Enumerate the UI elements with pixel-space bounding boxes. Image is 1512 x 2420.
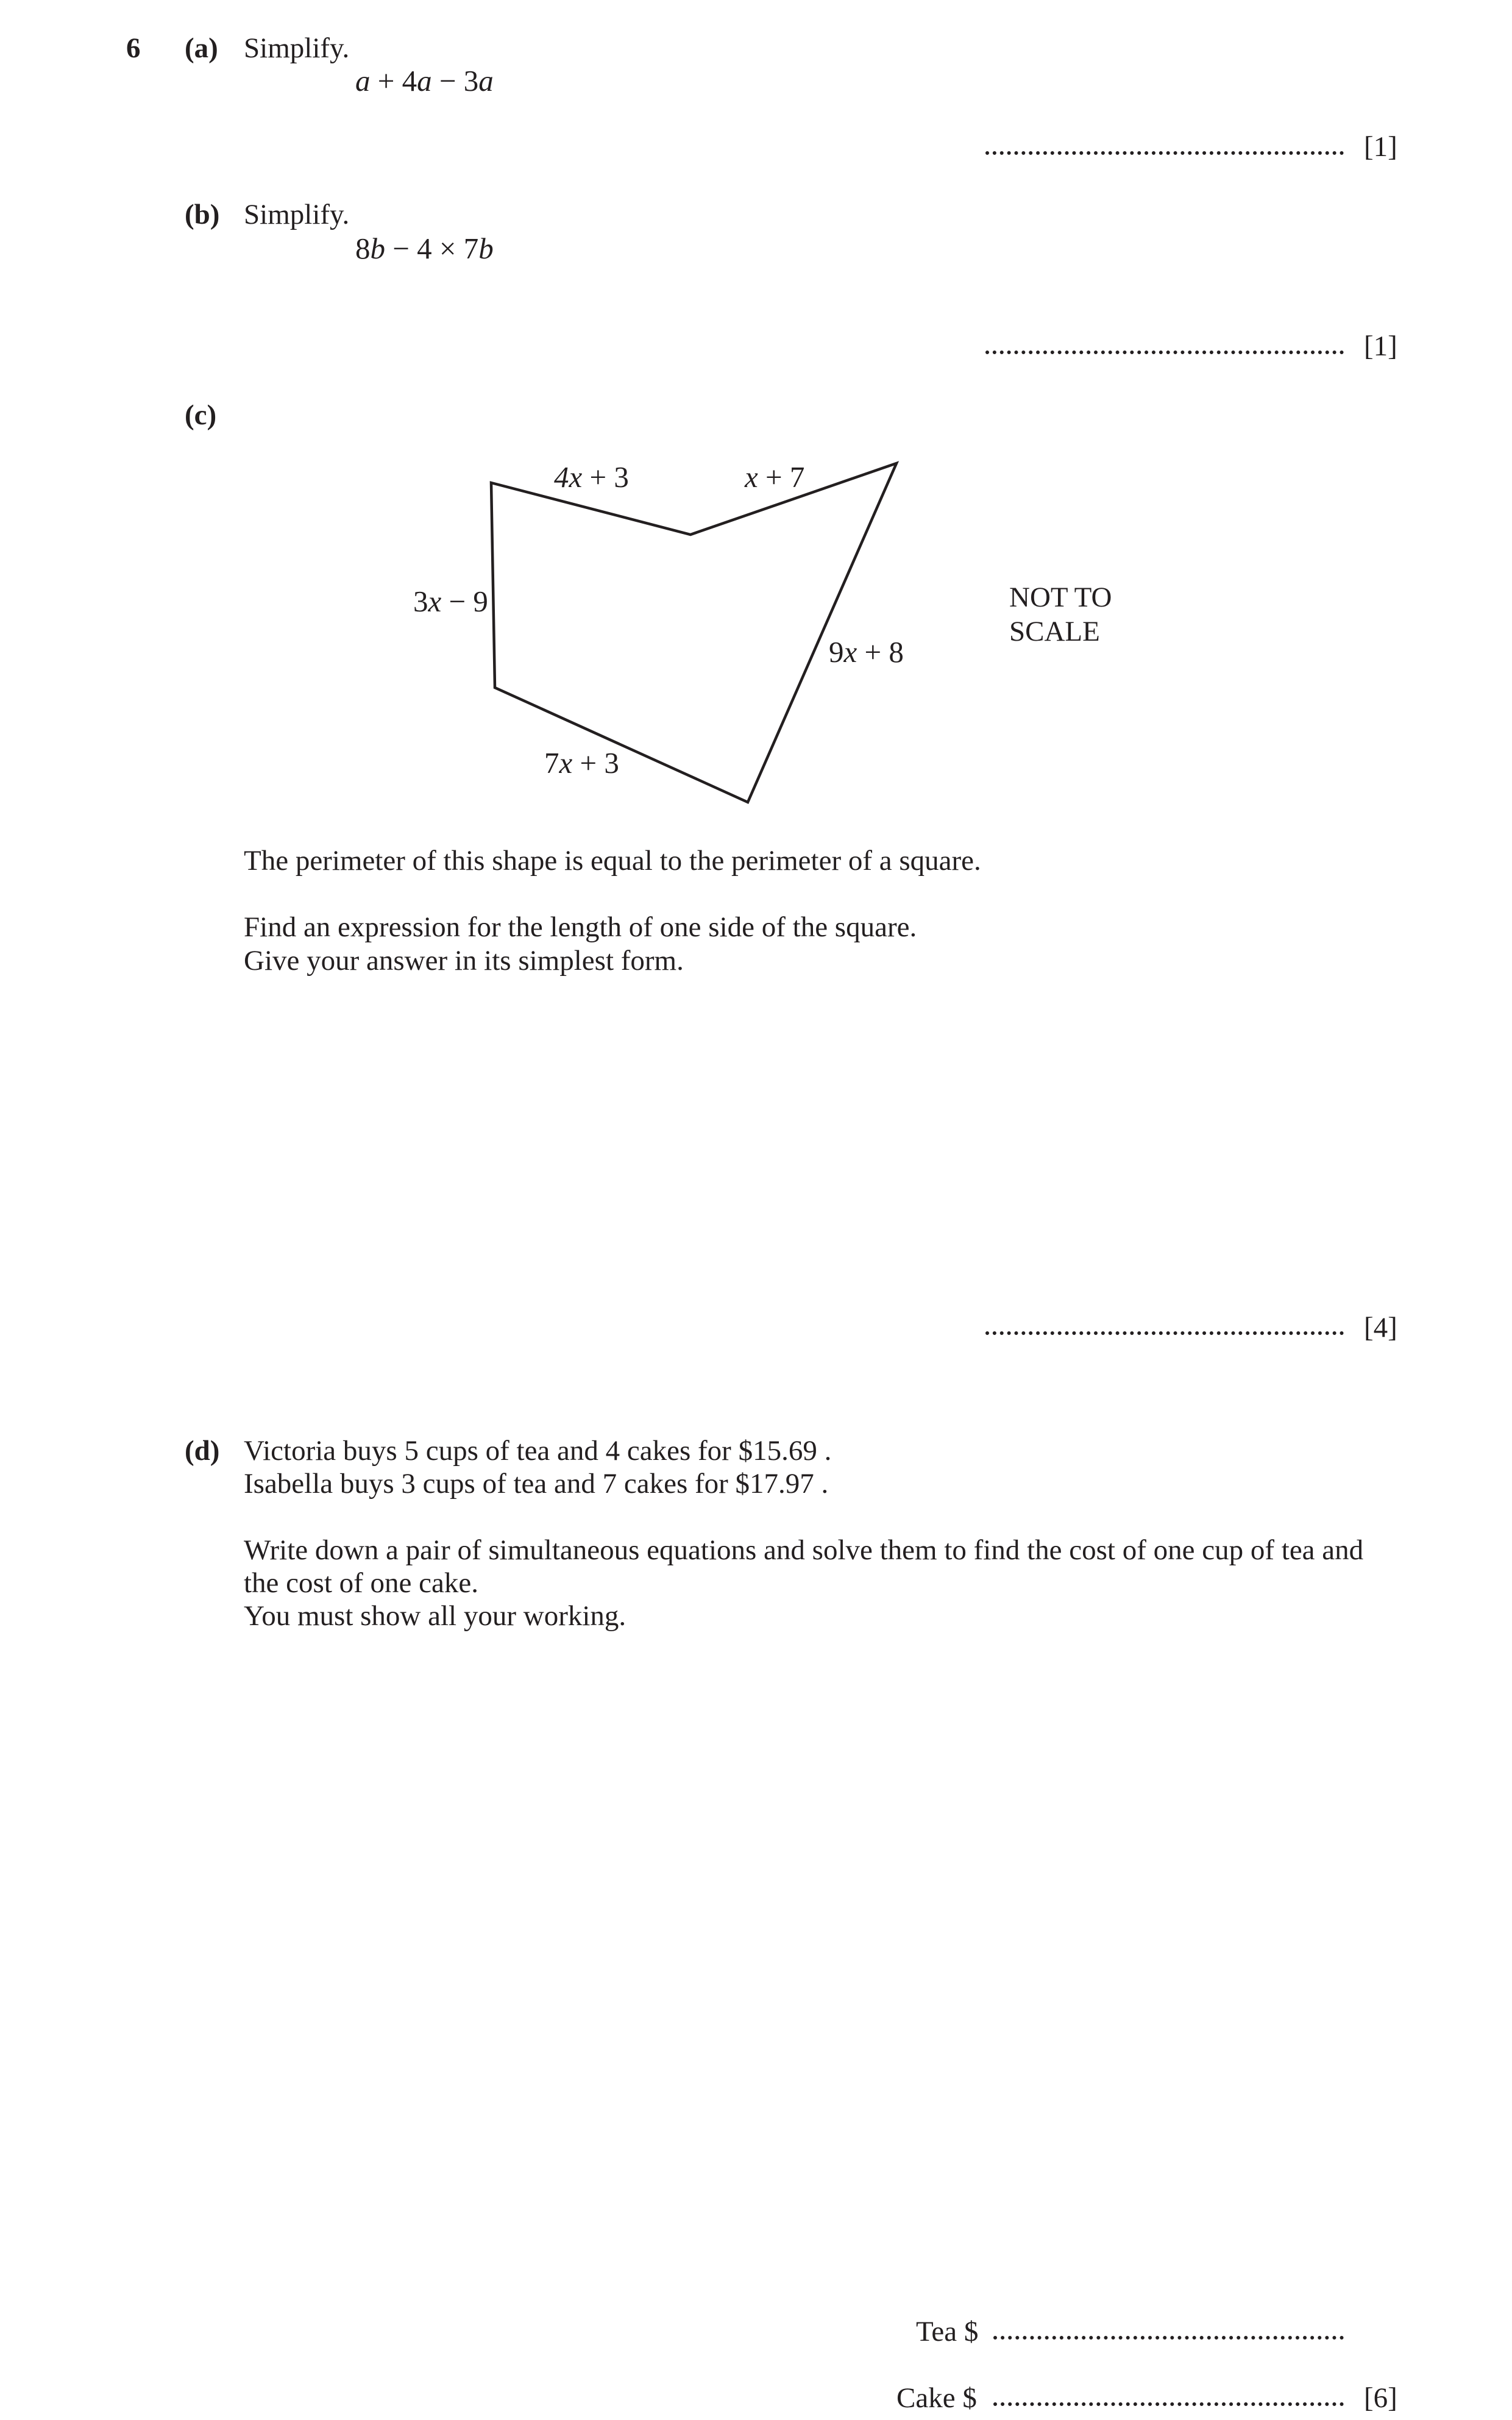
part-c-answer-line[interactable] [985,1331,1344,1335]
part-d-line4: the cost of one cake. [244,1567,478,1599]
question-number: 6 [126,32,141,64]
part-b-expression: 8b − 4 × 7b [355,232,494,265]
part-b-instruction: Simplify. [244,199,350,230]
side-label-bottom: 7x + 3 [544,746,619,780]
part-d-marks: [6] [1364,2382,1397,2414]
part-b-marks: [1] [1364,330,1397,362]
cake-label: Cake $ [896,2382,977,2414]
part-a-instruction: Simplify. [244,32,350,64]
tea-answer-line[interactable] [993,2336,1344,2340]
part-a-expression: a + 4a − 3a [355,64,494,98]
part-a-label: (a) [185,32,218,64]
part-b-label: (b) [185,199,220,230]
part-a-marks: [1] [1364,131,1397,163]
part-d-line2: Isabella buys 3 cups of tea and 7 cakes for $17.97 . [244,1468,829,1500]
side-label-top-right: x + 7 [745,460,805,494]
side-label-left: 3x − 9 [413,585,488,618]
part-d-label: (d) [185,1435,220,1467]
tea-label: Tea $ [916,2316,979,2347]
not-to-scale-line2: SCALE [1009,616,1100,647]
cake-answer-line[interactable] [993,2402,1344,2406]
side-label-top-left: 4x + 3 [554,460,629,494]
part-c-text3: Give your answer in its simplest form. [244,945,684,977]
part-c-text1: The perimeter of this shape is equal to the perimeter of a square. [244,845,981,877]
side-label-right: 9x + 8 [829,635,904,669]
part-c-marks: [4] [1364,1312,1397,1343]
part-c-text2: Find an expression for the length of one side of the square. [244,911,917,943]
part-c-label: (c) [185,399,217,431]
part-d-line3: Write down a pair of simultaneous equations and solve them to find the cost of one cup of tea and [244,1534,1364,1566]
part-d-line1: Victoria buys 5 cups of tea and 4 cakes for $15.69 . [244,1435,832,1467]
not-to-scale-line1: NOT TO [1009,582,1112,613]
part-d-line5: You must show all your working. [244,1600,626,1632]
